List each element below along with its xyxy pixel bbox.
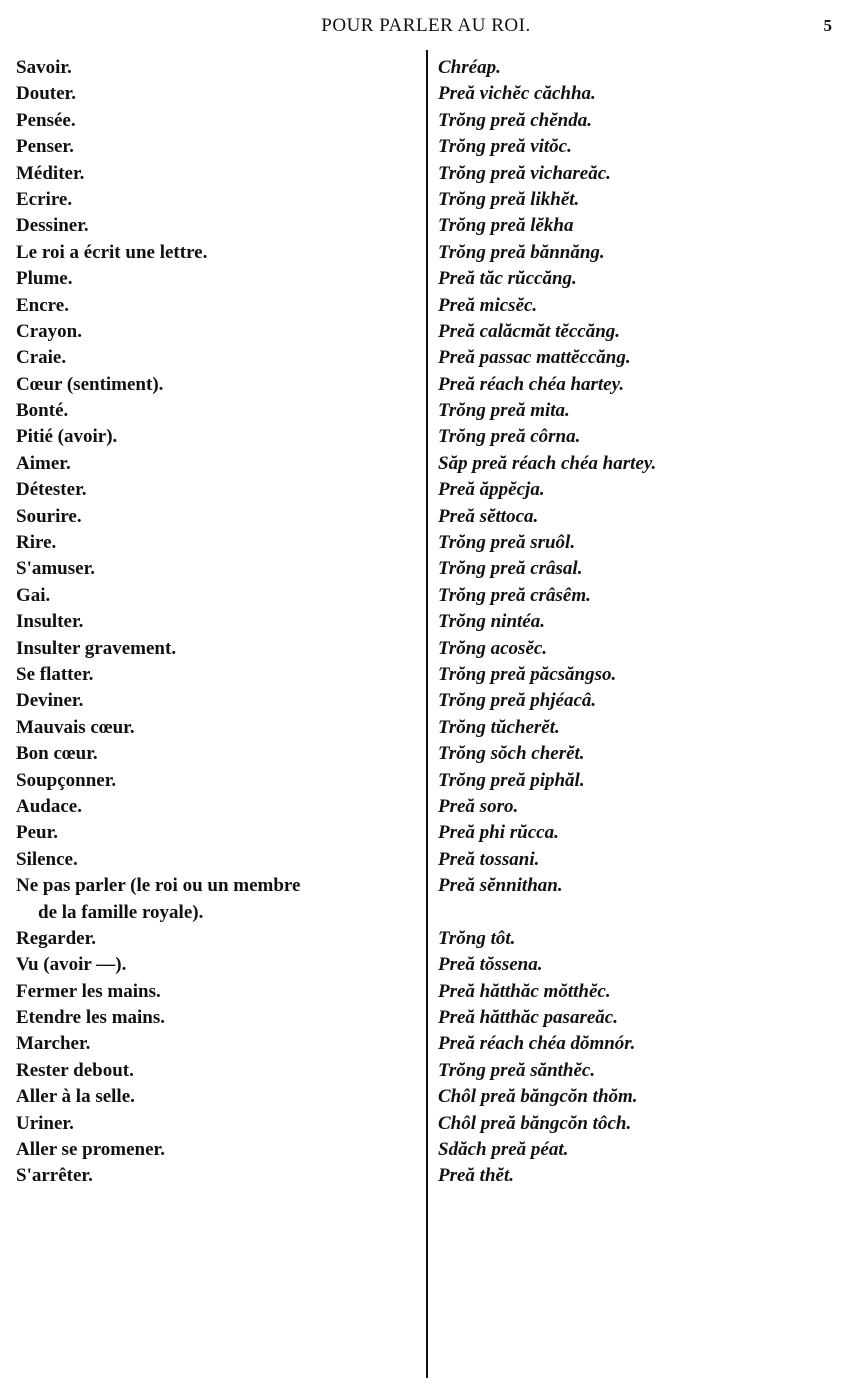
french-term-text: Silence.	[16, 848, 78, 870]
entry-row	[0, 662, 852, 688]
royal-khmer-term: Preă passac mattĕccăng.	[438, 347, 631, 369]
royal-khmer-term: Trŏng preă crâsêm.	[438, 584, 591, 606]
french-term-text: Ecrire.	[16, 188, 73, 210]
entry-row	[0, 1084, 852, 1110]
french-term	[16, 768, 416, 794]
royal-khmer-term: Trŏng acosĕc.	[438, 637, 548, 659]
entry-row	[0, 636, 852, 662]
royal-khmer-term: Trŏng preă vitŏc.	[438, 136, 572, 158]
french-term-text: Détester.	[16, 479, 87, 501]
french-term	[16, 1084, 416, 1110]
french-term-text: Deviner.	[16, 690, 84, 712]
french-term-text: Savoir.	[16, 57, 72, 78]
royal-khmer-term: Chôl preă băngcŏn tôch.	[438, 1112, 632, 1134]
french-term-text: Pitié (avoir).	[16, 426, 118, 448]
royal-khmer-term: Trŏng preă vichareăc.	[438, 162, 611, 184]
french-term	[16, 213, 416, 239]
french-term	[16, 873, 416, 926]
french-term-text: Peur.	[16, 822, 59, 844]
royal-khmer-term: Preă tŏssena.	[438, 954, 543, 976]
royal-khmer-term: Trŏng preă chĕnda.	[438, 109, 592, 131]
royal-khmer-term: Trŏng preă sruôl.	[438, 532, 576, 554]
french-term-text: Rester debout.	[16, 1059, 134, 1081]
french-term-text: Etendre les mains.	[16, 1007, 166, 1029]
french-term	[16, 451, 416, 477]
royal-khmer-term: Preă micsĕc.	[438, 294, 538, 316]
entry-row	[0, 768, 852, 794]
french-term-text: Gai.	[16, 584, 51, 606]
french-term-text: Crayon.	[16, 320, 82, 342]
entry-row	[0, 1111, 852, 1137]
royal-khmer-term: Trŏng preă păcsăngso.	[438, 663, 617, 685]
royal-khmer-term: Preă hătthăc pasareăc.	[438, 1007, 618, 1029]
french-term-text: Aller à la selle.	[16, 1086, 135, 1108]
royal-khmer-term: Trŏng tôt.	[438, 927, 516, 949]
french-term	[16, 424, 416, 450]
french-term-text: Aimer.	[16, 452, 71, 474]
french-term-text: Craie.	[16, 347, 67, 369]
royal-khmer-term: Chréap.	[438, 57, 501, 78]
french-term-text: Cœur (sentiment).	[16, 373, 164, 395]
royal-khmer-term: Preă calăcmăt tĕccăng.	[438, 320, 621, 342]
french-term-text: Ne pas parler (le roi ou un membre	[16, 875, 301, 897]
royal-khmer-term: Chôl preă băngcŏn thŏm.	[438, 1086, 638, 1108]
french-term-text: Soupçonner.	[16, 769, 117, 791]
french-term-text: Dessiner.	[16, 215, 89, 237]
royal-khmer-term: Trŏng sŏch cherĕt.	[438, 743, 585, 765]
entry-row	[0, 583, 852, 609]
french-term	[16, 266, 416, 292]
french-term-text: S'amuser.	[16, 558, 96, 580]
entry-row	[0, 398, 852, 424]
royal-khmer-term: Preă sĕnnithan.	[438, 875, 563, 897]
french-term	[16, 55, 416, 81]
french-term	[16, 530, 416, 556]
french-term	[16, 319, 416, 345]
french-term	[16, 108, 416, 134]
french-term	[16, 1031, 416, 1057]
french-term	[16, 345, 416, 371]
entry-row	[0, 451, 852, 477]
entry-row	[0, 556, 852, 582]
french-term	[16, 1163, 416, 1189]
french-term	[16, 556, 416, 582]
entry-row	[0, 741, 852, 767]
french-term	[16, 847, 416, 873]
entry-row	[0, 530, 852, 556]
french-term-text: Insulter gravement.	[16, 637, 177, 659]
entry-row	[0, 1031, 852, 1057]
running-title: POUR PARLER AU ROI.	[321, 15, 531, 36]
entry-row	[0, 187, 852, 213]
french-term-text: Rire.	[16, 532, 57, 554]
french-term	[16, 1111, 416, 1137]
entry-row	[0, 240, 852, 266]
french-term-text: Marcher.	[16, 1033, 91, 1055]
french-term-text: Penser.	[16, 136, 74, 158]
french-term	[16, 1058, 416, 1084]
royal-khmer-term: Trŏng preă crâsal.	[438, 558, 583, 580]
entry-row	[0, 794, 852, 820]
french-term-text: Plume.	[16, 268, 73, 290]
entry-row	[0, 161, 852, 187]
french-term	[16, 293, 416, 319]
royal-khmer-term: Sdăch preă péat.	[438, 1139, 569, 1161]
royal-khmer-term: Trŏng preă lĕkha	[438, 215, 574, 237]
royal-khmer-term: Preă vichĕc căchha.	[438, 83, 596, 105]
french-term-text: Sourire.	[16, 505, 82, 527]
entry-row	[0, 504, 852, 530]
royal-khmer-term: Trŏng preă phjéacâ.	[438, 690, 597, 712]
royal-khmer-term: Trŏng nintéa.	[438, 611, 545, 633]
entry-row	[0, 293, 852, 319]
royal-khmer-term: Trŏng tŭcherĕt.	[438, 716, 560, 738]
entry-row	[0, 424, 852, 450]
royal-khmer-term: Preă sĕttoca.	[438, 505, 539, 527]
french-term-text: Vu (avoir —).	[16, 954, 127, 976]
french-term	[16, 1005, 416, 1031]
entry-row	[0, 213, 852, 239]
royal-khmer-term: Preă réach chéa dŏmnór.	[438, 1033, 636, 1055]
french-term	[16, 134, 416, 160]
entry-row	[0, 1137, 852, 1163]
entry-row	[0, 926, 852, 952]
entry-row	[0, 134, 852, 160]
page-header	[0, 6, 852, 46]
french-term	[16, 398, 416, 424]
french-term	[16, 583, 416, 609]
french-term	[16, 662, 416, 688]
royal-khmer-term: Trŏng preă côrna.	[438, 426, 581, 448]
french-term	[16, 609, 416, 635]
french-term	[16, 240, 416, 266]
french-term-text: Audace.	[16, 795, 82, 817]
french-term-text: Pensée.	[16, 109, 76, 131]
french-term-text: Le roi a écrit une lettre.	[16, 241, 208, 263]
entry-row	[0, 55, 852, 81]
royal-khmer-term: Săp preă réach chéa hartey.	[438, 452, 657, 474]
french-term	[16, 477, 416, 503]
royal-khmer-term: Preă hătthăc mŏtthĕc.	[438, 980, 611, 1002]
entry-row	[0, 715, 852, 741]
french-term	[16, 952, 416, 978]
entry-row	[0, 609, 852, 635]
french-term-text: Fermer les mains.	[16, 980, 161, 1002]
french-term-text: Aller se promener.	[16, 1139, 165, 1161]
royal-khmer-term: Preă tăc rŭccăng.	[438, 268, 577, 290]
entry-row	[0, 345, 852, 371]
royal-khmer-term: Trŏng preă piphăl.	[438, 769, 585, 791]
entry-row	[0, 847, 852, 873]
royal-khmer-term: Preă ăppĕcja.	[438, 479, 545, 501]
entry-row	[0, 1005, 852, 1031]
entry-row	[0, 319, 852, 345]
royal-khmer-term: Trŏng preă likhĕt.	[438, 188, 580, 210]
entry-row	[0, 477, 852, 503]
entry-row	[0, 979, 852, 1005]
french-term	[16, 688, 416, 714]
entry-row	[0, 1163, 852, 1189]
french-term	[16, 715, 416, 741]
french-term	[16, 504, 416, 530]
french-term-text: Mauvais cœur.	[16, 716, 135, 738]
french-term-text: Méditer.	[16, 162, 85, 184]
french-term	[16, 187, 416, 213]
french-term	[16, 794, 416, 820]
royal-khmer-term: Preă réach chéa hartey.	[438, 373, 625, 395]
royal-khmer-term: Preă thĕt.	[438, 1165, 514, 1187]
royal-khmer-term: Trŏng preă mita.	[438, 400, 570, 422]
entry-row	[0, 820, 852, 846]
royal-khmer-term: Trŏng preă sănthĕc.	[438, 1059, 596, 1081]
entry-row	[0, 266, 852, 292]
entry-row	[0, 688, 852, 714]
french-term-text: S'arrêter.	[16, 1165, 93, 1187]
page-number: 5	[823, 16, 832, 35]
royal-khmer-term: Preă tossani.	[438, 848, 540, 870]
french-term	[16, 820, 416, 846]
french-term-text: Se flatter.	[16, 663, 94, 685]
royal-khmer-term: Preă soro.	[438, 795, 519, 817]
entry-row	[0, 81, 852, 107]
entry-row	[0, 873, 852, 926]
entry-row	[0, 952, 852, 978]
french-term-text: Douter.	[16, 83, 76, 105]
french-term-text: Uriner.	[16, 1112, 74, 1134]
french-term	[16, 161, 416, 187]
french-term-continuation: de la famille royale).	[38, 901, 204, 923]
entry-row	[0, 372, 852, 398]
french-term	[16, 741, 416, 767]
french-term-text: Bonté.	[16, 400, 69, 422]
french-term-text: Insulter.	[16, 611, 84, 633]
french-term-text: Bon cœur.	[16, 743, 98, 765]
french-term-text: Regarder.	[16, 927, 97, 949]
french-term-text: Encre.	[16, 294, 69, 316]
french-term	[16, 979, 416, 1005]
royal-khmer-term: Trŏng preă bănnăng.	[438, 241, 605, 263]
entry-row	[0, 1058, 852, 1084]
french-term	[16, 926, 416, 952]
royal-khmer-term: Preă phi rŭcca.	[438, 822, 559, 844]
french-term	[16, 636, 416, 662]
french-term	[16, 1137, 416, 1163]
french-term	[16, 372, 416, 398]
vocabulary-list	[0, 55, 852, 1190]
entry-row	[0, 108, 852, 134]
french-term	[16, 81, 416, 107]
